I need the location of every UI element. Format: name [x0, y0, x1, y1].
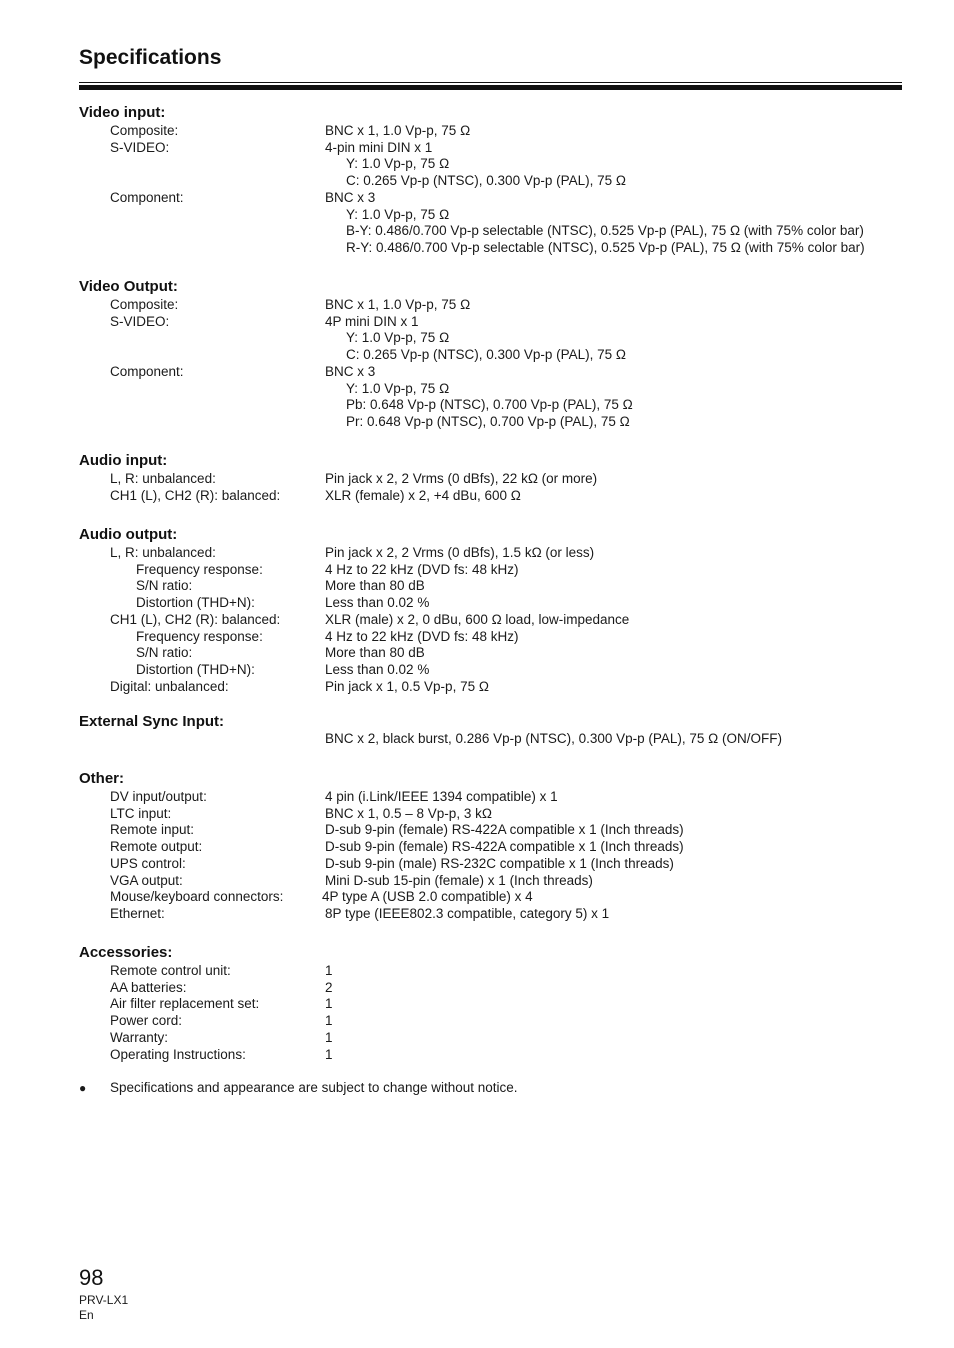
section-heading: External Sync Input: — [79, 713, 225, 730]
spec-value: Y: 1.0 Vp-p, 75 Ω — [346, 206, 450, 222]
spec-value: 8P type (IEEE802.3 compatible, category 5) x 1 — [325, 905, 610, 921]
section-heading: Accessories: — [79, 944, 173, 961]
spec-row — [0, 594, 954, 611]
spec-label: L, R: unbalanced: — [110, 471, 216, 486]
spec-label: Power cord: — [110, 1013, 183, 1029]
spec-value: Pb: 0.648 Vp-p (NTSC), 0.700 Vp-p (PAL), 75 Ω — [346, 397, 633, 413]
spec-row — [0, 838, 954, 855]
footnote — [79, 1079, 518, 1097]
spec-value: Pr: 0.648 Vp-p (NTSC), 0.700 Vp-p (PAL), 75 Ω — [346, 413, 630, 429]
page-number: 98 — [79, 1265, 104, 1290]
spec-label: Composite: — [110, 123, 179, 138]
spec-value: 1 — [325, 1046, 333, 1062]
footnote-text: Specifications and appearance are subject to change without notice. — [110, 1080, 518, 1095]
spec-row — [0, 821, 954, 838]
spec-row — [0, 611, 954, 628]
spec-label: Warranty: — [110, 1029, 169, 1045]
spec-value: 1 — [325, 963, 333, 978]
spec-value: 4P type A (USB 2.0 compatible) x 4 — [322, 889, 533, 905]
spec-value: 1 — [325, 996, 333, 1012]
spec-row — [0, 661, 954, 678]
spec-value: BNC x 3 — [325, 189, 376, 205]
spec-value: 4-pin mini DIN x 1 — [325, 139, 433, 155]
spec-label: S-VIDEO: — [110, 313, 170, 329]
spec-label: LTC input: — [110, 805, 172, 821]
spec-row — [0, 628, 954, 645]
spec-value: B-Y: 0.486/0.700 Vp-p selectable (NTSC), 0.525 Vp-p (PAL), 75 Ω (with 75% color bar) — [346, 223, 864, 239]
spec-row — [0, 470, 954, 487]
section-heading: Video input: — [79, 104, 166, 121]
spec-row — [0, 905, 954, 922]
spec-row — [0, 122, 954, 139]
spec-value: Mini D-sub 15-pin (female) x 1 (Inch threads) — [325, 872, 593, 888]
section-heading: Other: — [79, 770, 124, 787]
spec-value: BNC x 1, 0.5 – 8 Vp-p, 3 kΩ — [325, 805, 492, 821]
spec-row — [0, 1029, 954, 1046]
spec-row — [0, 544, 954, 561]
spec-row — [0, 313, 954, 330]
spec-label: Ethernet: — [110, 905, 165, 921]
spec-label: Component: — [110, 189, 184, 205]
spec-label: Remote control unit: — [110, 963, 231, 978]
spec-row — [0, 239, 954, 256]
spec-row — [0, 962, 954, 979]
spec-value: 1 — [325, 1013, 333, 1029]
spec-row — [0, 561, 954, 578]
language-code: En — [79, 1308, 94, 1322]
spec-row — [0, 979, 954, 996]
spec-value: 4P mini DIN x 1 — [325, 313, 419, 329]
spec-value: BNC x 1, 1.0 Vp-p, 75 Ω — [325, 123, 471, 138]
spec-value: Less than 0.02 % — [325, 595, 430, 611]
spec-row — [0, 487, 954, 504]
model-name: PRV-LX1 — [79, 1293, 129, 1307]
spec-value: 1 — [325, 1029, 333, 1045]
spec-label: Remote input: — [110, 822, 195, 838]
spec-row — [0, 189, 954, 206]
spec-row — [0, 872, 954, 889]
spec-row — [0, 363, 954, 380]
spec-value: Pin jack x 2, 2 Vrms (0 dBfs), 1.5 kΩ (or less) — [325, 545, 595, 560]
page-title: Specifications — [79, 46, 222, 69]
spec-label: CH1 (L), CH2 (R): balanced: — [110, 611, 281, 627]
spec-row — [0, 788, 954, 805]
spec-label: Frequency response: — [136, 561, 263, 577]
spec-value: More than 80 dB — [325, 645, 425, 661]
bullet-icon: ● — [79, 1081, 87, 1095]
spec-label: CH1 (L), CH2 (R): balanced: — [110, 487, 281, 503]
spec-value: 4 Hz to 22 kHz (DVD fs: 48 kHz) — [325, 628, 519, 644]
spec-row — [0, 888, 954, 905]
spec-row — [0, 413, 954, 430]
spec-value: Y: 1.0 Vp-p, 75 Ω — [346, 380, 450, 396]
spec-value: Less than 0.02 % — [325, 661, 430, 677]
spec-value: BNC x 1, 1.0 Vp-p, 75 Ω — [325, 297, 471, 312]
title-rule-thin — [79, 82, 902, 83]
spec-value: Y: 1.0 Vp-p, 75 Ω — [346, 156, 450, 172]
spec-row — [0, 155, 954, 172]
spec-label: Air filter replacement set: — [110, 996, 260, 1012]
spec-row — [0, 172, 954, 189]
section-heading: Video Output: — [79, 278, 178, 295]
spec-value: D-sub 9-pin (male) RS-232C compatible x 1 (Inch threads) — [325, 855, 674, 871]
spec-value: More than 80 dB — [325, 578, 425, 594]
spec-label: S-VIDEO: — [110, 139, 170, 155]
spec-label: DV input/output: — [110, 789, 207, 804]
spec-row — [0, 206, 954, 223]
spec-value: 2 — [325, 979, 333, 995]
section-heading: Audio output: — [79, 526, 178, 543]
spec-value: XLR (female) x 2, +4 dBu, 600 Ω — [325, 487, 521, 503]
spec-label: Remote output: — [110, 839, 203, 855]
spec-label: Distortion (THD+N): — [136, 661, 255, 677]
spec-value: Y: 1.0 Vp-p, 75 Ω — [346, 330, 450, 346]
spec-label: Distortion (THD+N): — [136, 595, 255, 611]
spec-value: Pin jack x 2, 2 Vrms (0 dBfs), 22 kΩ (or more) — [325, 471, 598, 486]
spec-value: XLR (male) x 2, 0 dBu, 600 Ω load, low-impedance — [325, 611, 630, 627]
spec-value: Pin jack x 1, 0.5 Vp-p, 75 Ω — [325, 678, 489, 694]
spec-row — [0, 730, 954, 747]
spec-row — [0, 678, 954, 695]
spec-label: Component: — [110, 363, 184, 379]
spec-value: BNC x 2, black burst, 0.286 Vp-p (NTSC), 0.300 Vp-p (PAL), 75 Ω (ON/OFF) — [325, 731, 782, 746]
spec-value: C: 0.265 Vp-p (NTSC), 0.300 Vp-p (PAL), 75 Ω — [346, 347, 626, 363]
spec-row — [0, 1046, 954, 1063]
spec-label: S/N ratio: — [136, 578, 193, 594]
spec-label: Frequency response: — [136, 628, 263, 644]
spec-value: BNC x 3 — [325, 363, 376, 379]
spec-row — [0, 805, 954, 822]
title-rule-thick — [79, 85, 902, 90]
spec-label: Operating Instructions: — [110, 1046, 246, 1062]
spec-label: Composite: — [110, 297, 179, 312]
spec-value: D-sub 9-pin (female) RS-422A compatible x 1 (Inch threads) — [325, 822, 684, 838]
spec-label: L, R: unbalanced: — [110, 545, 216, 560]
spec-row — [0, 577, 954, 594]
spec-value: D-sub 9-pin (female) RS-422A compatible x 1 (Inch threads) — [325, 839, 684, 855]
spec-label: Mouse/keyboard connectors: — [110, 889, 284, 905]
spec-value: 4 Hz to 22 kHz (DVD fs: 48 kHz) — [325, 561, 519, 577]
spec-row — [0, 329, 954, 346]
spec-label: UPS control: — [110, 855, 186, 871]
spec-label: VGA output: — [110, 872, 183, 888]
spec-value: 4 pin (i.Link/IEEE 1394 compatible) x 1 — [325, 789, 558, 804]
spec-row — [0, 396, 954, 413]
spec-value: C: 0.265 Vp-p (NTSC), 0.300 Vp-p (PAL), 75 Ω — [346, 173, 626, 189]
spec-row — [0, 855, 954, 872]
spec-row — [0, 222, 954, 239]
spec-label: AA batteries: — [110, 979, 187, 995]
spec-row — [0, 1012, 954, 1029]
spec-value: R-Y: 0.486/0.700 Vp-p selectable (NTSC), 0.525 Vp-p (PAL), 75 Ω (with 75% color bar) — [346, 239, 865, 255]
spec-label: Digital: unbalanced: — [110, 678, 229, 694]
spec-row — [0, 995, 954, 1012]
spec-row — [0, 296, 954, 313]
spec-row — [0, 139, 954, 156]
spec-row — [0, 644, 954, 661]
spec-label: S/N ratio: — [136, 645, 193, 661]
spec-row — [0, 346, 954, 363]
spec-row — [0, 380, 954, 397]
section-heading: Audio input: — [79, 452, 168, 469]
